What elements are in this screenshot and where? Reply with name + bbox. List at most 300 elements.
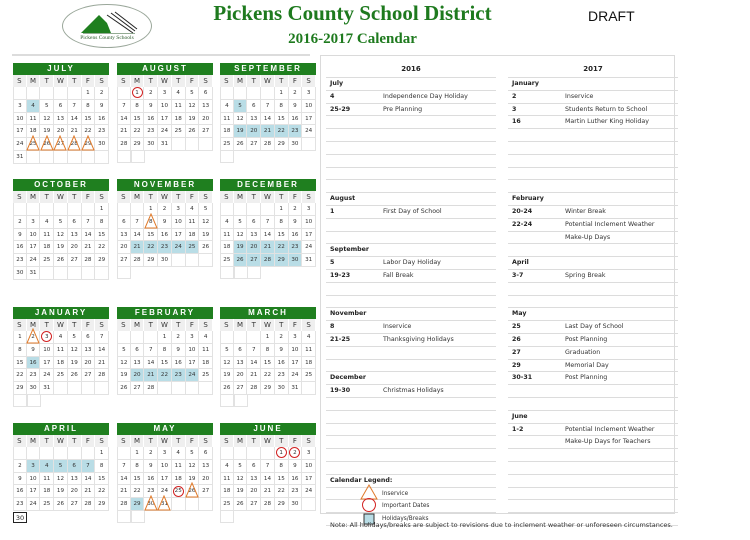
month-december — [220, 179, 316, 267]
day-number: 28 — [98, 372, 106, 379]
events-2017 — [508, 56, 678, 526]
day-cell — [40, 138, 54, 151]
weekday-label: S — [95, 319, 109, 331]
day-number: 11 — [43, 475, 51, 482]
day-number: 15 — [160, 359, 169, 366]
day-number: 15 — [277, 475, 285, 482]
weekday-label: M — [234, 319, 248, 331]
empty-cell — [13, 203, 27, 216]
day-cell — [199, 87, 213, 100]
day-number: 22 — [133, 488, 141, 495]
event-date: 20-24 — [512, 207, 533, 215]
day-number: 19 — [188, 115, 196, 122]
weekday-label: F — [289, 319, 303, 331]
day-number: 16 — [16, 244, 24, 251]
day-cell — [27, 473, 41, 486]
day-number: 13 — [133, 359, 141, 366]
event-description: Potential Inclement Weather — [565, 220, 655, 228]
day-number: 1 — [99, 206, 104, 212]
day-number: 28 — [70, 141, 78, 148]
day-cell — [289, 344, 303, 357]
month-header: SEPTEMBER — [220, 63, 316, 75]
day-number: 18 — [56, 359, 65, 366]
day-cell — [199, 241, 213, 254]
day-cell — [247, 113, 261, 126]
day-cell — [82, 331, 96, 344]
day-number: 8 — [86, 102, 90, 109]
day-cell — [131, 138, 145, 151]
day-number: 20 — [236, 372, 244, 379]
empty-cell — [172, 254, 186, 267]
event-row — [326, 155, 496, 168]
day-number: 10 — [291, 346, 299, 353]
day-cell — [95, 254, 109, 267]
day-number: 16 — [16, 488, 24, 495]
day-number: 23 — [98, 128, 106, 135]
day-cell — [261, 331, 275, 344]
month-grid — [220, 75, 316, 151]
event-description: Inservice — [383, 323, 412, 331]
day-number: 4 — [45, 218, 49, 225]
day-cell — [261, 357, 275, 370]
day-cell — [82, 229, 96, 242]
day-cell — [275, 113, 289, 126]
day-number: 9 — [279, 346, 283, 353]
day-cell — [275, 125, 289, 138]
day-number: 26 — [188, 488, 196, 495]
day-cell — [199, 473, 213, 486]
day-number: 26 — [202, 244, 210, 251]
weekday-label: M — [131, 435, 145, 447]
month-grid — [220, 319, 316, 395]
day-number: 1 — [149, 206, 153, 212]
day-number: 11 — [188, 218, 196, 225]
day-cell — [158, 357, 172, 370]
day-number: 7 — [122, 462, 126, 469]
month-april — [13, 423, 109, 522]
day-number: 17 — [160, 475, 169, 482]
day-number: 15 — [16, 359, 24, 366]
event-date: 21-25 — [330, 335, 351, 343]
event-row — [508, 104, 678, 117]
day-number: 16 — [160, 231, 169, 238]
day-number: 18 — [305, 359, 313, 366]
day-number: 28 — [263, 257, 272, 264]
empty-cell — [27, 447, 41, 460]
day-cell — [220, 241, 234, 254]
day-cell — [275, 331, 289, 344]
event-row — [326, 129, 496, 142]
day-cell — [220, 216, 234, 229]
month-header: AUGUST — [117, 63, 213, 75]
day-cell — [275, 241, 289, 254]
day-cell — [68, 229, 82, 242]
empty-cell — [68, 382, 82, 395]
event-date: 5 — [330, 259, 335, 267]
day-cell — [261, 344, 275, 357]
event-row — [508, 475, 678, 488]
day-number: 25 — [56, 372, 65, 379]
event-description: Make-Up Days — [565, 233, 611, 241]
day-cell — [172, 460, 186, 473]
day-cell — [68, 216, 82, 229]
day-cell — [261, 473, 275, 486]
empty-cell — [220, 203, 234, 216]
day-number: 22 — [277, 244, 285, 251]
event-row — [508, 142, 678, 155]
day-number: 17 — [29, 244, 37, 251]
day-number: 15 — [147, 231, 155, 238]
day-number: 24 — [16, 141, 24, 148]
day-cell — [131, 498, 145, 511]
day-cell — [247, 460, 261, 473]
empty-cell — [117, 331, 131, 344]
event-row — [508, 372, 678, 385]
day-number: 6 — [58, 102, 63, 109]
day-cell — [13, 485, 27, 498]
day-cell — [302, 113, 316, 126]
day-number: 11 — [43, 231, 51, 238]
day-cell — [234, 485, 248, 498]
day-number: 4 — [45, 462, 49, 469]
day-number: 13 — [84, 346, 92, 353]
day-cell — [261, 125, 275, 138]
day-cell — [247, 138, 261, 151]
empty-cell — [172, 138, 186, 151]
day-cell — [289, 382, 303, 395]
empty-cell — [13, 87, 27, 100]
day-cell — [117, 382, 131, 395]
empty-cell — [27, 395, 41, 407]
day-number: 2 — [31, 334, 35, 340]
day-number: 25 — [43, 501, 51, 508]
day-number: 19 — [202, 231, 210, 238]
empty-cell — [54, 382, 68, 395]
day-number: 7 — [122, 102, 126, 109]
day-number: 2 — [162, 206, 167, 212]
event-row — [508, 91, 678, 104]
event-row — [326, 424, 496, 437]
day-number: 13 — [56, 115, 65, 122]
day-number: 20 — [250, 128, 258, 135]
weekday-label: S — [302, 319, 316, 331]
day-number: 7 — [72, 102, 76, 109]
empty-cell — [247, 331, 261, 344]
day-number: 13 — [236, 359, 244, 366]
empty-cell — [199, 498, 213, 511]
day-number: 18 — [223, 128, 231, 135]
day-number: 29 — [98, 501, 106, 508]
day-cell — [131, 473, 145, 486]
day-cell — [247, 241, 261, 254]
day-cell — [199, 369, 213, 382]
day-number: 10 — [188, 346, 196, 353]
day-number: 25 — [223, 141, 231, 148]
legend-item — [326, 500, 496, 513]
day-number: 8 — [149, 218, 153, 225]
day-cell — [234, 241, 248, 254]
event-row — [508, 270, 678, 283]
day-number: 20 — [70, 244, 78, 251]
day-number: 21 — [120, 488, 128, 495]
day-cell — [289, 460, 303, 473]
day-cell — [144, 369, 158, 382]
event-row — [508, 283, 678, 296]
day-cell — [220, 369, 234, 382]
day-number: 3 — [31, 218, 35, 225]
empty-cell — [117, 203, 131, 216]
day-number: 14 — [263, 231, 272, 238]
day-cell — [68, 113, 82, 126]
day-number: 22 — [84, 128, 92, 135]
day-number: 14 — [263, 475, 272, 482]
weekday-label: W — [158, 191, 172, 203]
day-cell — [199, 331, 213, 344]
day-number: 15 — [277, 115, 285, 122]
inservice-triangle-icon — [81, 135, 95, 151]
day-cell — [261, 498, 275, 511]
day-number: 28 — [120, 501, 128, 508]
day-cell — [275, 138, 289, 151]
weekday-label: S — [13, 191, 27, 203]
day-number: 13 — [250, 231, 258, 238]
event-row — [508, 116, 678, 129]
day-number: 2 — [279, 334, 283, 340]
day-number: 25 — [202, 372, 210, 379]
day-cell — [117, 138, 131, 151]
day-cell — [95, 216, 109, 229]
weekday-label: S — [117, 191, 131, 203]
empty-cell — [172, 382, 186, 395]
day-cell — [117, 113, 131, 126]
event-description: Fall Break — [383, 271, 414, 279]
day-cell — [302, 447, 316, 460]
event-description: Labor Day Holiday — [383, 259, 441, 267]
day-cell — [144, 460, 158, 473]
day-number: 22 — [16, 372, 24, 379]
day-cell — [144, 138, 158, 151]
day-number: 31 — [160, 141, 169, 148]
day-number: 16 — [174, 359, 182, 366]
day-cell — [144, 498, 158, 511]
day-cell — [247, 344, 261, 357]
day-cell — [199, 460, 213, 473]
weekday-label: S — [13, 75, 27, 87]
event-description: Inservice — [565, 92, 594, 100]
day-cell — [13, 460, 27, 473]
empty-cell — [54, 87, 68, 100]
event-row — [508, 168, 678, 181]
day-number: 9 — [149, 102, 153, 109]
day-number: 10 — [305, 102, 313, 109]
weekday-label: T — [247, 319, 261, 331]
day-number: 25 — [305, 372, 313, 379]
day-cell — [131, 125, 145, 138]
day-number: 7 — [99, 334, 104, 340]
day-number: 19 — [56, 488, 65, 495]
day-number: 8 — [279, 218, 283, 225]
day-number: 18 — [174, 115, 182, 122]
day-number: 13 — [70, 475, 78, 482]
day-number: 14 — [84, 475, 92, 482]
day-cell — [131, 216, 145, 229]
empty-cell — [186, 498, 200, 511]
day-number: 26 — [236, 141, 244, 148]
day-cell — [172, 203, 186, 216]
day-cell — [172, 369, 186, 382]
day-cell — [27, 100, 41, 113]
day-number: 19 — [236, 488, 244, 495]
day-number: 18 — [43, 244, 51, 251]
day-cell — [95, 331, 109, 344]
day-number: 21 — [84, 488, 92, 495]
day-number: 6 — [252, 462, 256, 469]
weekday-label: T — [144, 191, 158, 203]
day-cell — [82, 113, 96, 126]
day-cell — [144, 229, 158, 242]
weekday-label: W — [261, 191, 275, 203]
day-number: 12 — [120, 359, 128, 366]
month-october — [13, 179, 109, 280]
day-number: 29 — [16, 385, 24, 392]
day-number: 16 — [291, 231, 299, 238]
draft-label: DRAFT — [588, 8, 635, 24]
day-number: 21 — [133, 244, 141, 251]
month-heading: August — [330, 195, 356, 203]
event-row — [508, 488, 678, 501]
month-header: DECEMBER — [220, 179, 316, 191]
day-cell — [220, 382, 234, 395]
day-number: 11 — [29, 115, 37, 122]
event-date: 27 — [512, 348, 521, 356]
day-number: 5 — [45, 102, 49, 109]
day-cell — [54, 473, 68, 486]
day-cell — [261, 369, 275, 382]
day-number: 26 — [56, 257, 65, 264]
weekday-label: M — [27, 435, 41, 447]
day-number: 8 — [99, 462, 104, 469]
day-number: 23 — [277, 372, 285, 379]
day-cell — [40, 229, 54, 242]
day-cell — [27, 498, 41, 511]
day-cell — [275, 87, 289, 100]
empty-cell — [220, 87, 234, 100]
weekday-label: F — [82, 435, 96, 447]
day-cell — [186, 331, 200, 344]
day-number: 12 — [202, 218, 210, 225]
day-cell — [220, 485, 234, 498]
month-grid — [117, 75, 213, 151]
weekday-label: M — [234, 435, 248, 447]
day-number: 1 — [279, 90, 283, 96]
empty-cell — [199, 382, 213, 395]
day-cell — [131, 357, 145, 370]
day-number: 14 — [147, 359, 155, 366]
day-cell — [117, 254, 131, 267]
day-cell — [68, 138, 82, 151]
day-number: 26 — [188, 128, 196, 135]
empty-cell — [220, 511, 234, 523]
event-row — [508, 232, 678, 245]
day-cell — [234, 460, 248, 473]
day-cell — [158, 447, 172, 460]
day-number: 1 — [265, 334, 270, 340]
event-description: Last Day of School — [565, 323, 624, 331]
day-cell — [302, 344, 316, 357]
day-number: 24 — [160, 128, 169, 135]
weekday-label: T — [172, 435, 186, 447]
inservice-triangle-icon — [144, 495, 158, 511]
day-number: 3 — [293, 334, 297, 340]
event-date: 19-23 — [330, 271, 351, 279]
day-cell — [40, 100, 54, 113]
events-panel — [320, 55, 675, 523]
day-number: 13 — [120, 231, 128, 238]
day-cell — [95, 87, 109, 100]
event-row — [326, 411, 496, 424]
month-header: JANUARY — [13, 307, 109, 319]
inservice-triangle-icon — [67, 135, 81, 151]
day-number: 27 — [202, 128, 210, 135]
day-cell — [95, 357, 109, 370]
day-cell — [13, 216, 27, 229]
weekday-label: W — [54, 191, 68, 203]
day-cell — [13, 241, 27, 254]
day-cell — [144, 241, 158, 254]
day-number: 2 — [293, 450, 297, 456]
day-cell — [27, 267, 41, 280]
day-number: 27 — [70, 501, 78, 508]
day-cell — [261, 100, 275, 113]
day-cell — [144, 357, 158, 370]
day-number: 11 — [223, 475, 231, 482]
day-cell — [68, 369, 82, 382]
empty-cell — [68, 447, 82, 460]
event-date: 3 — [512, 105, 517, 113]
day-cell — [95, 113, 109, 126]
event-row — [508, 449, 678, 462]
day-cell — [95, 125, 109, 138]
empty-cell — [82, 151, 96, 164]
day-cell — [144, 113, 158, 126]
event-date: 22-24 — [512, 220, 533, 228]
day-number: 29 — [263, 385, 272, 392]
weekday-label: T — [40, 75, 54, 87]
day-number: 18 — [174, 475, 182, 482]
event-row — [508, 347, 678, 360]
day-cell — [54, 254, 68, 267]
empty-cell — [247, 447, 261, 460]
day-cell — [144, 125, 158, 138]
weekday-label: T — [275, 75, 289, 87]
day-number: 15 — [133, 115, 141, 122]
day-number: 5 — [72, 334, 76, 340]
day-cell — [261, 254, 275, 267]
weekday-label: T — [247, 435, 261, 447]
day-number: 29 — [277, 141, 285, 148]
day-number: 11 — [174, 462, 182, 469]
day-cell — [95, 100, 109, 113]
day-number: 7 — [86, 462, 90, 469]
empty-cell — [95, 151, 109, 164]
empty-cell — [220, 447, 234, 460]
month-heading-row — [326, 244, 496, 257]
day-cell — [68, 473, 82, 486]
weekday-label: F — [289, 435, 303, 447]
day-cell — [40, 498, 54, 511]
day-number: 8 — [18, 346, 22, 353]
day-number: 10 — [29, 475, 37, 482]
